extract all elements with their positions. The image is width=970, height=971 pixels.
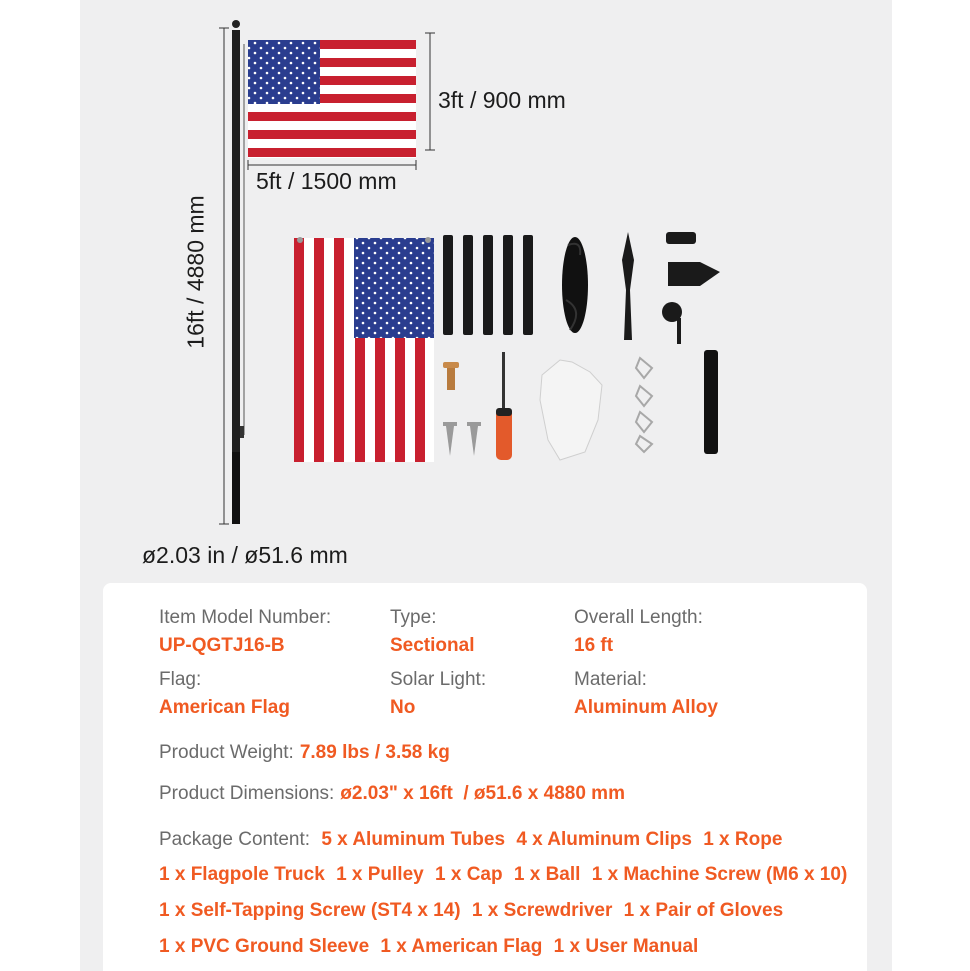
package-content-row-2 [159,864,853,886]
american-flag-item [294,237,434,462]
length-label: Overall Length: [574,607,703,628]
flag-value: American Flag [159,697,290,718]
flag-width-label: 5ft / 1500 mm [256,168,397,194]
flag-height-label: 3ft / 900 mm [438,87,566,113]
package-content-row-3 [159,900,789,922]
screwdriver-item [496,352,512,460]
aluminum-tubes-item [443,235,533,335]
material-value: Aluminum Alloy [574,697,718,718]
flag-label: Flag: [159,669,202,690]
product-dimensions-label: Product Dimensions: [159,783,335,804]
package-item: 1 x User Manual [553,936,699,957]
weight-row [159,742,456,764]
type-value: Sectional [390,635,475,656]
package-item: 1 x Cap [435,864,503,885]
package-item: 1 x Self-Tapping Screw (ST4 x 14) [159,900,461,921]
pvc-ground-sleeve-item [704,350,718,454]
package-item: 1 x Rope [703,829,783,850]
package-item: 1 x American Flag [380,936,543,957]
package-item: 5 x Aluminum Tubes [321,829,506,850]
weight-label: Product Weight: [159,742,294,763]
package-item: 1 x Ball [513,864,581,885]
model-label: Item Model Number: [159,607,332,628]
weight-value: 7.89 lbs / 3.58 kg [299,742,450,763]
material-label: Material: [574,669,647,690]
flag-height-dimension-line [425,33,435,150]
type-label: Type: [390,607,437,628]
package-content-label: Package Content: [159,829,311,850]
package-item: 1 x Machine Screw (M6 x 10) [591,864,848,885]
aluminum-clips-item [636,358,652,452]
package-item: 1 x Flagpole Truck [159,864,325,885]
pulley-item [668,262,720,286]
package-content-row-4 [159,936,704,958]
hoisted-flag-image [248,40,416,158]
rope-item [562,237,588,333]
solar-light-label: Solar Light: [390,669,487,690]
pole-diameter-label: ø2.03 in / ø51.6 mm [142,542,348,568]
package-item: 1 x Pulley [336,864,424,885]
flagpole-truck-item [622,232,634,340]
solar-light-value: No [390,697,416,718]
pole-length-dimension-line [219,28,229,524]
package-item: 1 x Pair of Gloves [623,900,784,921]
cap-item [666,232,696,244]
flagpole [232,20,244,524]
package-content-row-1 [159,829,788,851]
pole-length-label: 16ft / 4880 mm [182,195,209,349]
package-item: 1 x PVC Ground Sleeve [159,936,370,957]
product-dimensions-value: ø2.03" x 16ft / ø51.6 x 4880 mm [340,783,625,804]
package-item: 4 x Aluminum Clips [516,829,692,850]
package-item: 1 x Screwdriver [471,900,613,921]
gloves-item [540,360,602,460]
model-value: UP-QGTJ16-B [159,635,285,656]
length-value: 16 ft [574,635,614,656]
ball-item [662,302,682,344]
self-tapping-screw-item [443,422,481,456]
machine-screw-item [443,362,459,390]
product-dimensions-row [159,783,631,805]
